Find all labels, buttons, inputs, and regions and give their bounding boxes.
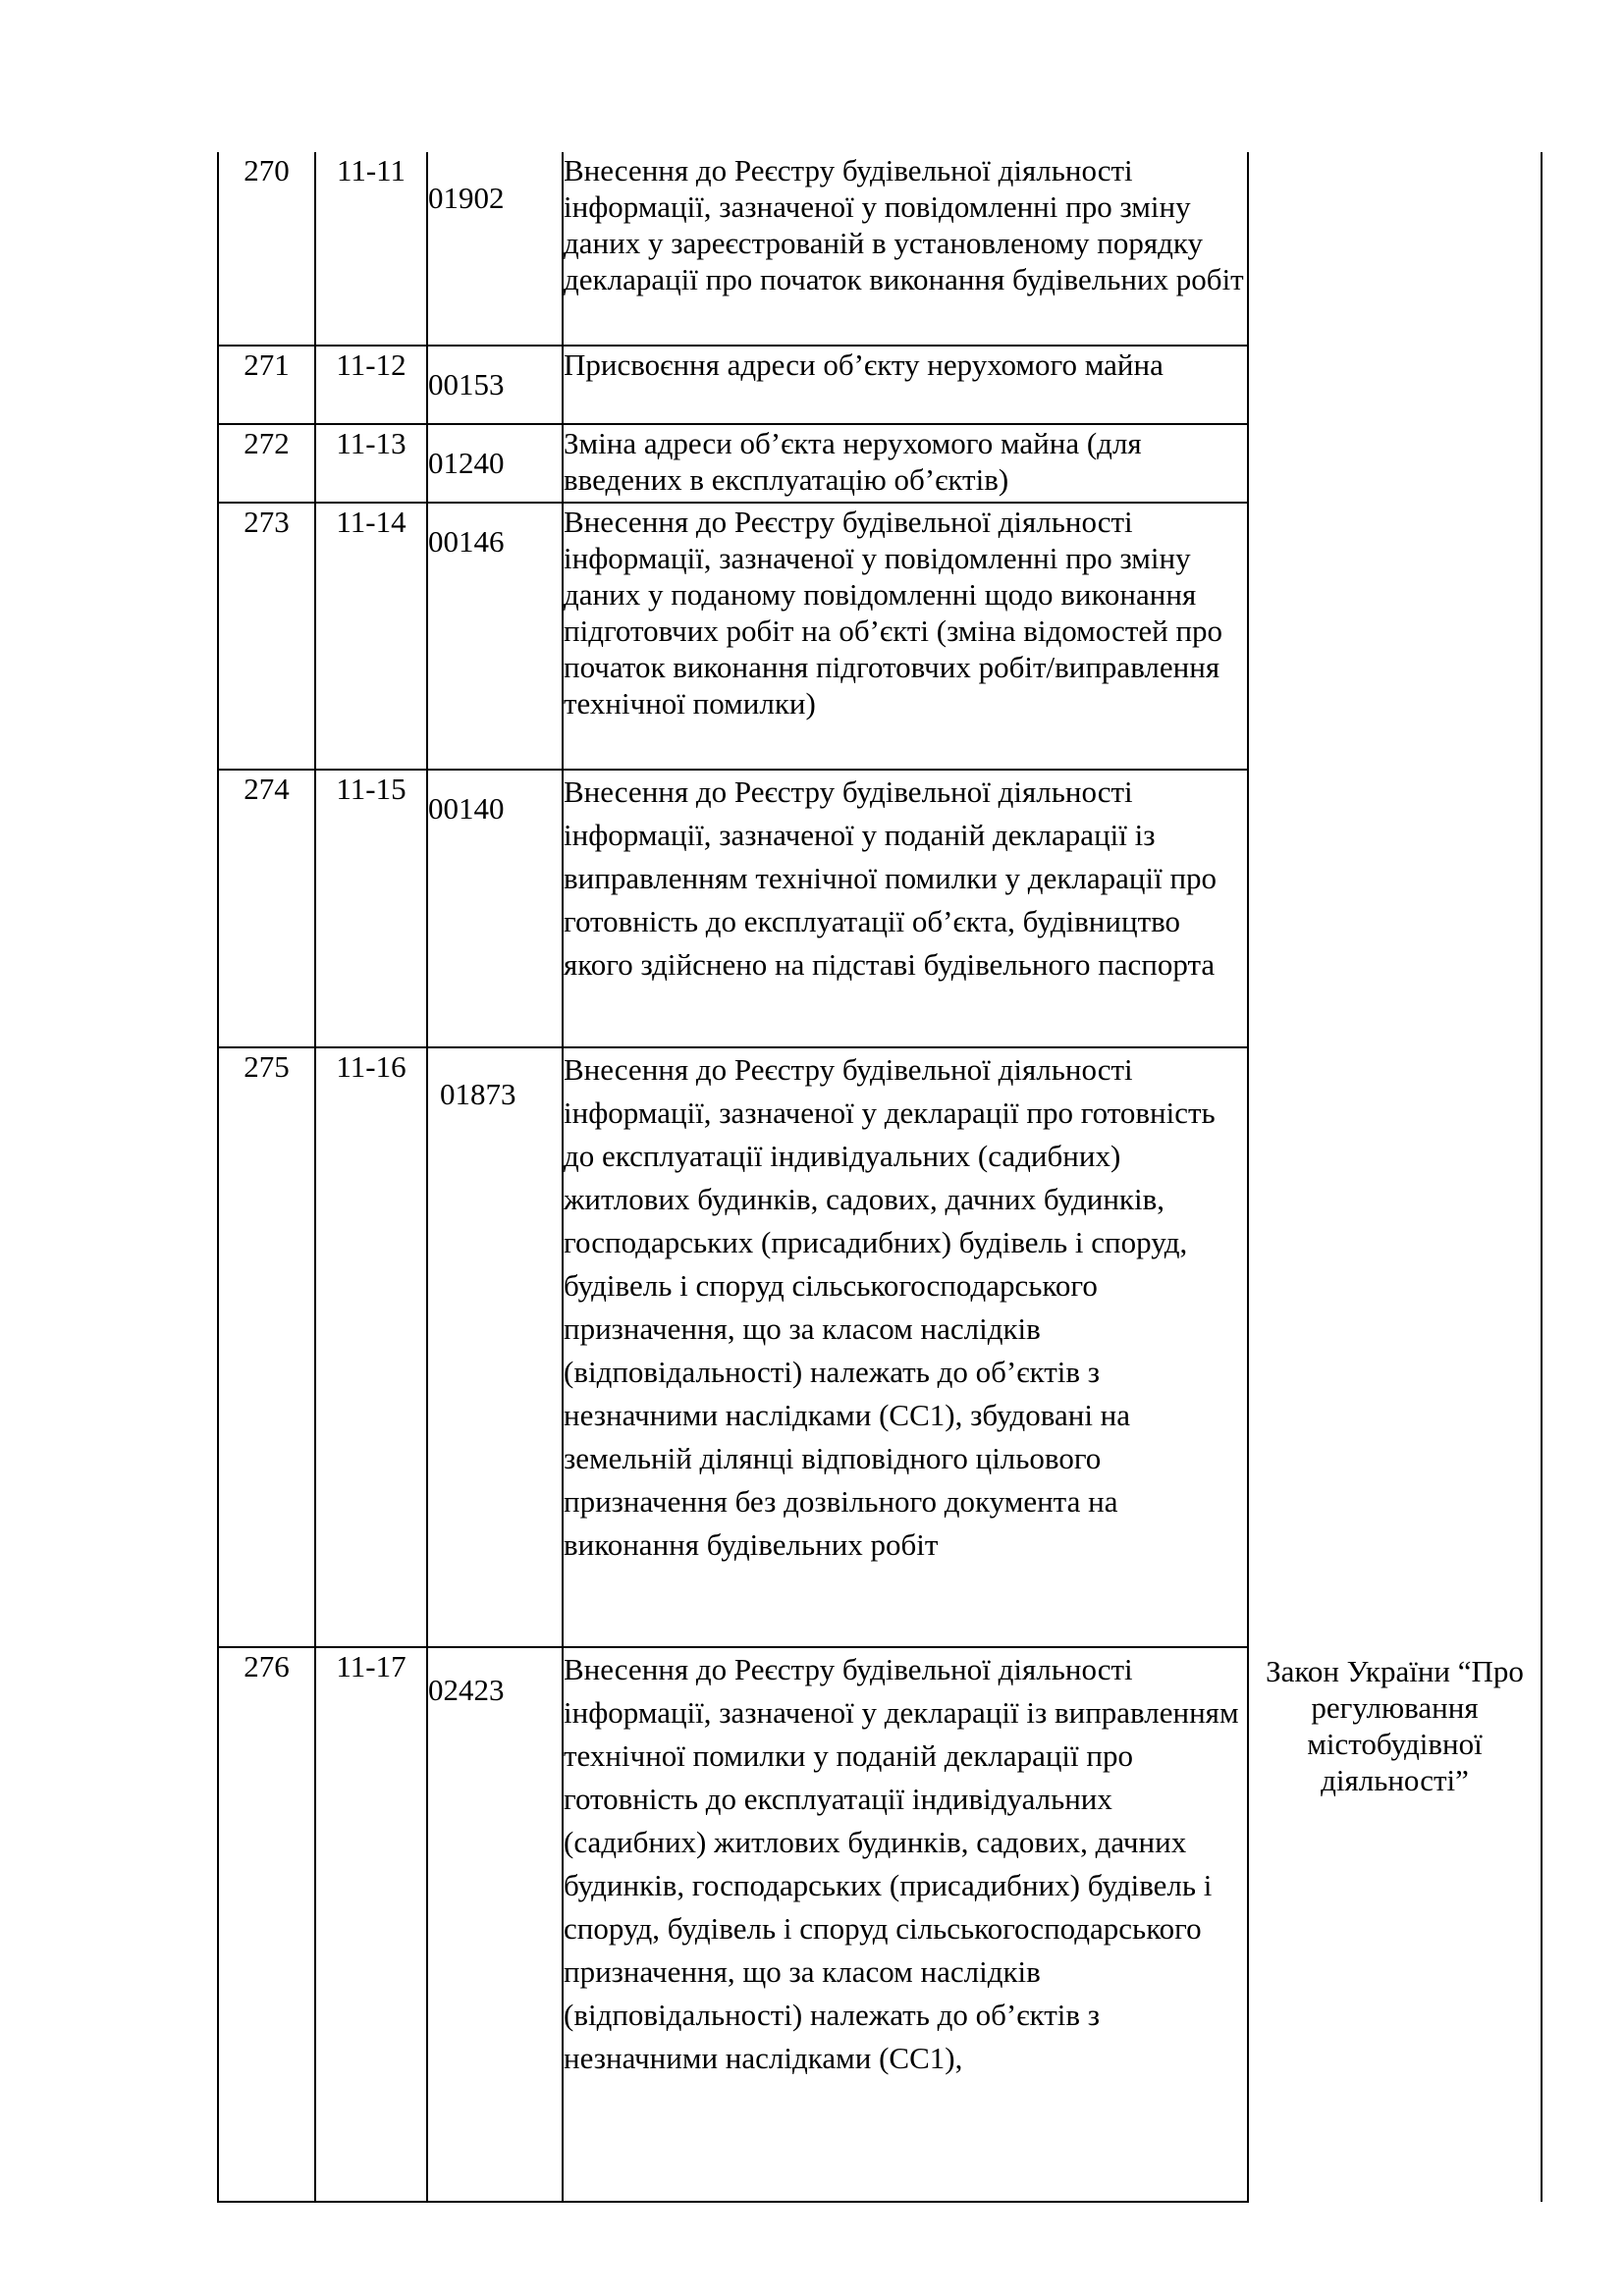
service-description: Внесення до Реєстру будівельної діяльності інформації, зазначеної у декларації про готовність до експлуатації індивідуальних (садибних) житлових будинків, садових, дачних будинків, господарських (присадибних) будівель і споруд, будівель і споруд сільськогосподарського призначення, що за класом наслідків (відповідальності) належать до об’єктів з незначними наслідками (СС1), збудовані на земельній ділянці відповідного цільового призначення без дозвільного документа на виконання будівельних робіт: [563, 1047, 1248, 1647]
service-id: 00146: [427, 503, 563, 770]
row-number: 272: [218, 424, 315, 503]
row-code: 11-11: [315, 152, 427, 346]
row-number: 273: [218, 503, 315, 770]
service-id: 02423: [427, 1647, 563, 2202]
service-description: Внесення до Реєстру будівельної діяльності інформації, зазначеної у декларації із виправленням технічної помилки у поданій декларації про готовність до експлуатації індивідуальних (садибних) житлових будинків, садових, дачних будинків, господарських (присадибних) будівель і споруд, будівель і споруд сільськогосподарського призначення, що за класом наслідків (відповідальності) належать до об’єктів з незначними наслідками (СС1),: [563, 1647, 1248, 2202]
row-number: 275: [218, 1047, 315, 1647]
service-description: Внесення до Реєстру будівельної діяльності інформації, зазначеної у повідомленні про зміну даних у зареєстрованій в установленому порядку декларації про початок виконання будівельних робіт: [563, 152, 1248, 346]
service-description: Внесення до Реєстру будівельної діяльності інформації, зазначеної у поданій декларації із виправленням технічної помилки у декларації про готовність до експлуатації об’єкта, будівництво якого здійснено на підставі будівельного паспорта: [563, 770, 1248, 1047]
row-number: 270: [218, 152, 315, 346]
row-number: 271: [218, 346, 315, 424]
row-code: 11-12: [315, 346, 427, 424]
service-description: Присвоєння адреси об’єкту нерухомого майна: [563, 346, 1248, 424]
service-id: 01240: [427, 424, 563, 503]
legal-basis: Закон України “Про регулювання містобудівної діяльності”: [1266, 1654, 1524, 1797]
row-code: 11-15: [315, 770, 427, 1047]
table-row: [218, 152, 1542, 346]
services-table: [217, 152, 1543, 2203]
row-code: 11-17: [315, 1647, 427, 2202]
service-description: Зміна адреси об’єкта нерухомого майна (для введених в експлуатацію об’єктів): [563, 424, 1248, 503]
row-number: 276: [218, 1647, 315, 2202]
row-code: 11-14: [315, 503, 427, 770]
legal-basis-cell: [1248, 152, 1542, 2202]
row-code: 11-13: [315, 424, 427, 503]
row-number: 274: [218, 770, 315, 1047]
service-id: 01873: [427, 1047, 563, 1647]
service-id: 01902: [427, 152, 563, 346]
service-id: 00153: [427, 346, 563, 424]
service-id: 00140: [427, 770, 563, 1047]
service-description: Внесення до Реєстру будівельної діяльності інформації, зазначеної у повідомленні про зміну даних у поданому повідомленні щодо виконання підготовчих робіт на об’єкті (зміна відомостей про початок виконання підготовчих робіт/виправлення технічної помилки): [563, 503, 1248, 770]
row-code: 11-16: [315, 1047, 427, 1647]
